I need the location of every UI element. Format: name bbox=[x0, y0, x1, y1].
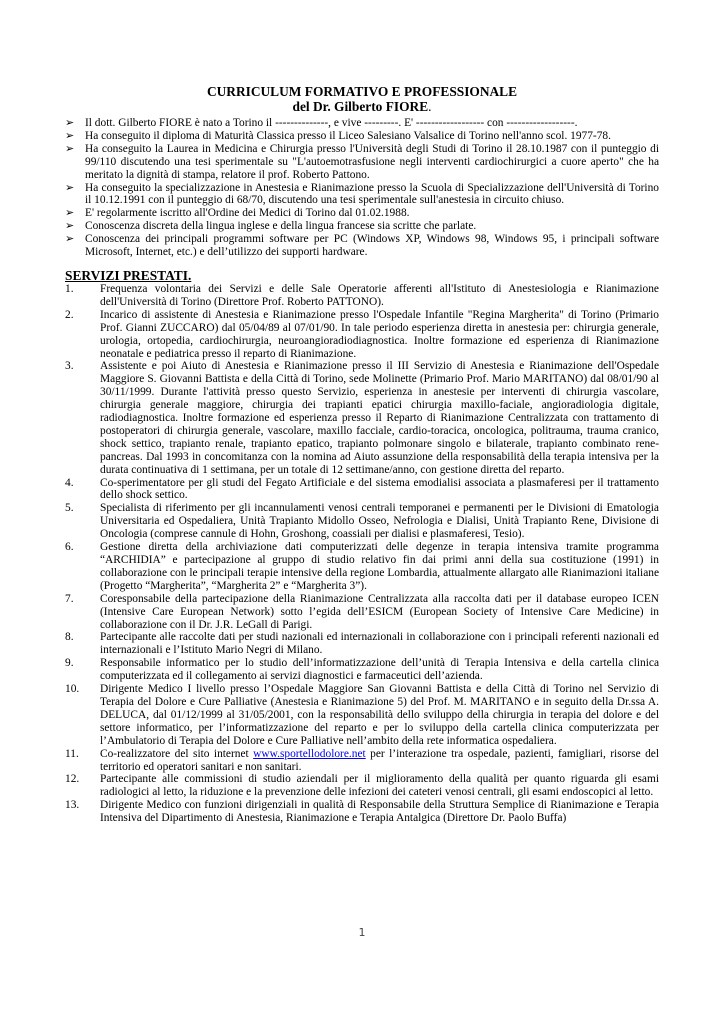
arrow-right-icon: ➢ bbox=[65, 233, 75, 246]
arrow-right-icon: ➢ bbox=[65, 117, 75, 129]
list-item: ➢ Conoscenza dei principali programmi software per PC (Windows XP, Windows 98, Windows 95, i principali software Microsoft, Internet, etc.) e dell’utilizzo dei supporti hardware. bbox=[65, 233, 659, 259]
numbered-item: 3. Assistente e poi Aiuto di Anestesia e Rianimazione presso il III Servizio di Anestesia e Rianimazione dell'Ospedale Maggiore S. Giovanni Battista e della Città di Torino, sede Molinette (Primario Prof. Mario MARITANO) dal 08/01/90 al 30/11/1999. Durante l'attività presso questo Servizio, esperienza in anestesie per interventi di chirurgia vascolare, chirurgia generale maggiore, chirurgia dei trapianti epatici chirurgia maxillo-faciale, angioradiologia digitale, radiodiagnostica. Inoltre formazione ed esperienza presso il Reparto di Rianimazione Centralizzata con trattamento di postoperatori di chirurgia generale, vascolare, maxillo facciale, cardio-toracica, oncologica, politrauma, trauma cranico, shock settico, trapianto renale, trapianto epatico, trapianto polmonare singolo e bilaterale, trapianto combinato rene-pancreas. Dal 1993 in concomitanza con la nomina ad Aiuto assunzione della responsabilità della terapia intensiva per la durata continuativa di 1 settimana, per un totale di 12 settimane/anno, con gestione diretta del reparto. bbox=[65, 360, 659, 476]
numbered-item: 8. Partecipante alle raccolte dati per studi nazionali ed internazionali in collaborazione con i principali referenti nazionali ed internazionali e l’Istituto Mario Negri di Milano. bbox=[65, 631, 659, 657]
numbered-item: 1. Frequenza volontaria dei Servizi e delle Sale Operatorie afferenti all'Istituto di Anestesiologia e Rianimazione dell'Università di Torino (Direttore Prof. Roberto PATTONO). bbox=[65, 282, 659, 308]
services-list bbox=[65, 283, 659, 825]
numbered-item: 10. Dirigente Medico I livello presso l’Ospedale Maggiore San Giovanni Battista e della Città di Torino nel Servizio di Terapia del Dolore e Cure Palliative (Anestesia e Rianimazione 5) del Prof. M. MARITANO e in seguito della Dr.ssa A. DELUCA, dal 01/12/1999 al 31/05/2001, con la responsabilità dello sviluppo della chirurgia in terapia del dolore e del settore informatico, per l’informatizzazione del reparto e per lo sviluppo della cartella clinica computerizzata per l’Ambulatorio di Terapia del Dolore e Cure Palliative nell’ambito della rete informatica ospedaliera. bbox=[65, 683, 659, 747]
document-title bbox=[65, 84, 659, 114]
list-item: ➢ Ha conseguito il diploma di Maturità Classica presso il Liceo Salesiano Valsalice di Torino nell'anno scol. 1977-78. bbox=[65, 129, 611, 142]
arrow-right-icon: ➢ bbox=[65, 142, 75, 155]
title-line-1: CURRICULUM FORMATIVO E PROFESSIONALE bbox=[206, 84, 518, 99]
list-item: ➢ Il dott. Gilberto FIORE è nato a Torino il --------------, e vive ---------. E' ------------------ con ------------------. bbox=[65, 117, 578, 129]
title-line-2: del Dr. Gilberto FIORE. bbox=[292, 99, 432, 114]
list-item: ➢ Conoscenza discreta della lingua inglese e della lingua francese sia scritte che parlate. bbox=[65, 220, 477, 233]
arrow-right-icon: ➢ bbox=[65, 207, 75, 220]
numbered-item: 9. Responsabile informatico per lo studio dell’informatizzazione dell’unità di Terapia Intensiva e della cartella clinica computerizzata ed il collegamento ai servizi diagnostici e farmaceutici dell’azienda. bbox=[65, 657, 659, 683]
numbered-item: 2. Incarico di assistente di Anestesia e Rianimazione presso l'Ospedale Infantile "Regina Margherita" di Torino (Primario Prof. Gianni ZUCCARO) dal 05/04/89 al 07/01/90. In tale periodo esperienza diretta in anestesia per: chirurgia generale, urologia, ortopedia, cardiochirurgia, neuroangioradiodiagnostica. Inoltre formazione ed esperienza di Rianimazione neonatale e pediatrica presso il reparto di Rianimazione. bbox=[65, 308, 659, 360]
list-item: ➢ Ha conseguito la Laurea in Medicina e Chirurgia presso l'Università degli Studi di Torino il 28.10.1987 con il punteggio di 99/110 discutendo una tesi sperimentale su "L'autoemotrasfusione negli interventi cardiochirurgici a cuore aperto" che ha meritato la dignità di stampa, relatore il prof. Roberto Pattono. bbox=[65, 142, 659, 181]
numbered-item: 4. Co-sperimentatore per gli studi del Fegato Artificiale e del sistema emodialisi associata a plasmaferesi per il trattamento dello shock settico. bbox=[65, 476, 659, 502]
website-link[interactable]: www.sportellodolore.net bbox=[253, 747, 366, 760]
document-page bbox=[65, 84, 659, 825]
list-item: ➢ E' regolarmente iscritto all'Ordine dei Medici di Torino dal 01.02.1988. bbox=[65, 207, 410, 220]
section-heading-servizi: SERVIZI PRESTATI. bbox=[65, 267, 192, 283]
numbered-item: 13. Dirigente Medico con funzioni dirigenziali in qualità di Responsabile della Struttura Semplice di Rianimazione e Terapia Intensiva del Dipartimento di Anestesia, Rianimazione e Terapia Antalgica (Direttore Dr. Paolo Buffa) bbox=[65, 799, 659, 825]
numbered-item: 5. Specialista di riferimento per gli incannulamenti venosi centrali temporanei e permanenti per le Divisioni di Ematologia Universitaria ed Ospedaliera, Unità Trapianto Midollo Osseo, Nefrologia e Dialisi, Unità Trapianto Rene, Divisione di Oncologia (comprese cannule di Hohn, Groshong, coassiali per dialisi e plasmaferesi, Tesio). bbox=[65, 502, 659, 541]
numbered-item: 11. Co-realizzatore del sito internet www.sportellodolore.net per l’interazione tra ospedale, pazienti, famigliari, risorse del territorio ed operatori sanitari e non sanitari. bbox=[65, 747, 659, 773]
numbered-item: 6. Gestione diretta della archiviazione dati computerizzati delle degenze in terapia intensiva tramite programma “ARCHIDIA” e partecipazione al gruppo di studio relativo fin dai primi anni della sua costituzione (1991) in collaborazione con le principali terapie intensive della regione Lombardia, attualmente allargato alle Rianimazioni italiane (Progetto “Margherita”, “Margherita 2” e “Margherita 3”). bbox=[65, 541, 659, 592]
list-item: ➢ Ha conseguito la specializzazione in Anestesia e Rianimazione presso la Scuola di Specializzazione dell'Università di Torino il 10.12.1991 con il punteggio di 68/70, discutendo una tesi sperimentale sull'anestesia in circuito chiuso. bbox=[65, 181, 659, 207]
numbered-item: 7. Coresponsabile della partecipazione della Rianimazione Centralizzata alla raccolta dati per il database europeo ICEN (Intensive Care European Network) sotto l’egida dell’ESICM (European Society of Intensive Care Medicine) in collaborazione con il Dr. J.R. LeGall di Parigi. bbox=[65, 592, 659, 631]
page-number: 1 bbox=[358, 926, 366, 939]
arrow-right-icon: ➢ bbox=[65, 181, 75, 194]
personal-info-list bbox=[65, 117, 659, 259]
arrow-right-icon: ➢ bbox=[65, 129, 75, 142]
arrow-right-icon: ➢ bbox=[65, 220, 75, 233]
numbered-item: 12. Partecipante alle commissioni di studio aziendali per il miglioramento della qualità per quanto riguarda gli esami radiologici al letto, la riduzione e la prevenzione delle infezioni dei cateteri venosi centrali, gli esami endoscopici al letto. bbox=[65, 773, 659, 799]
